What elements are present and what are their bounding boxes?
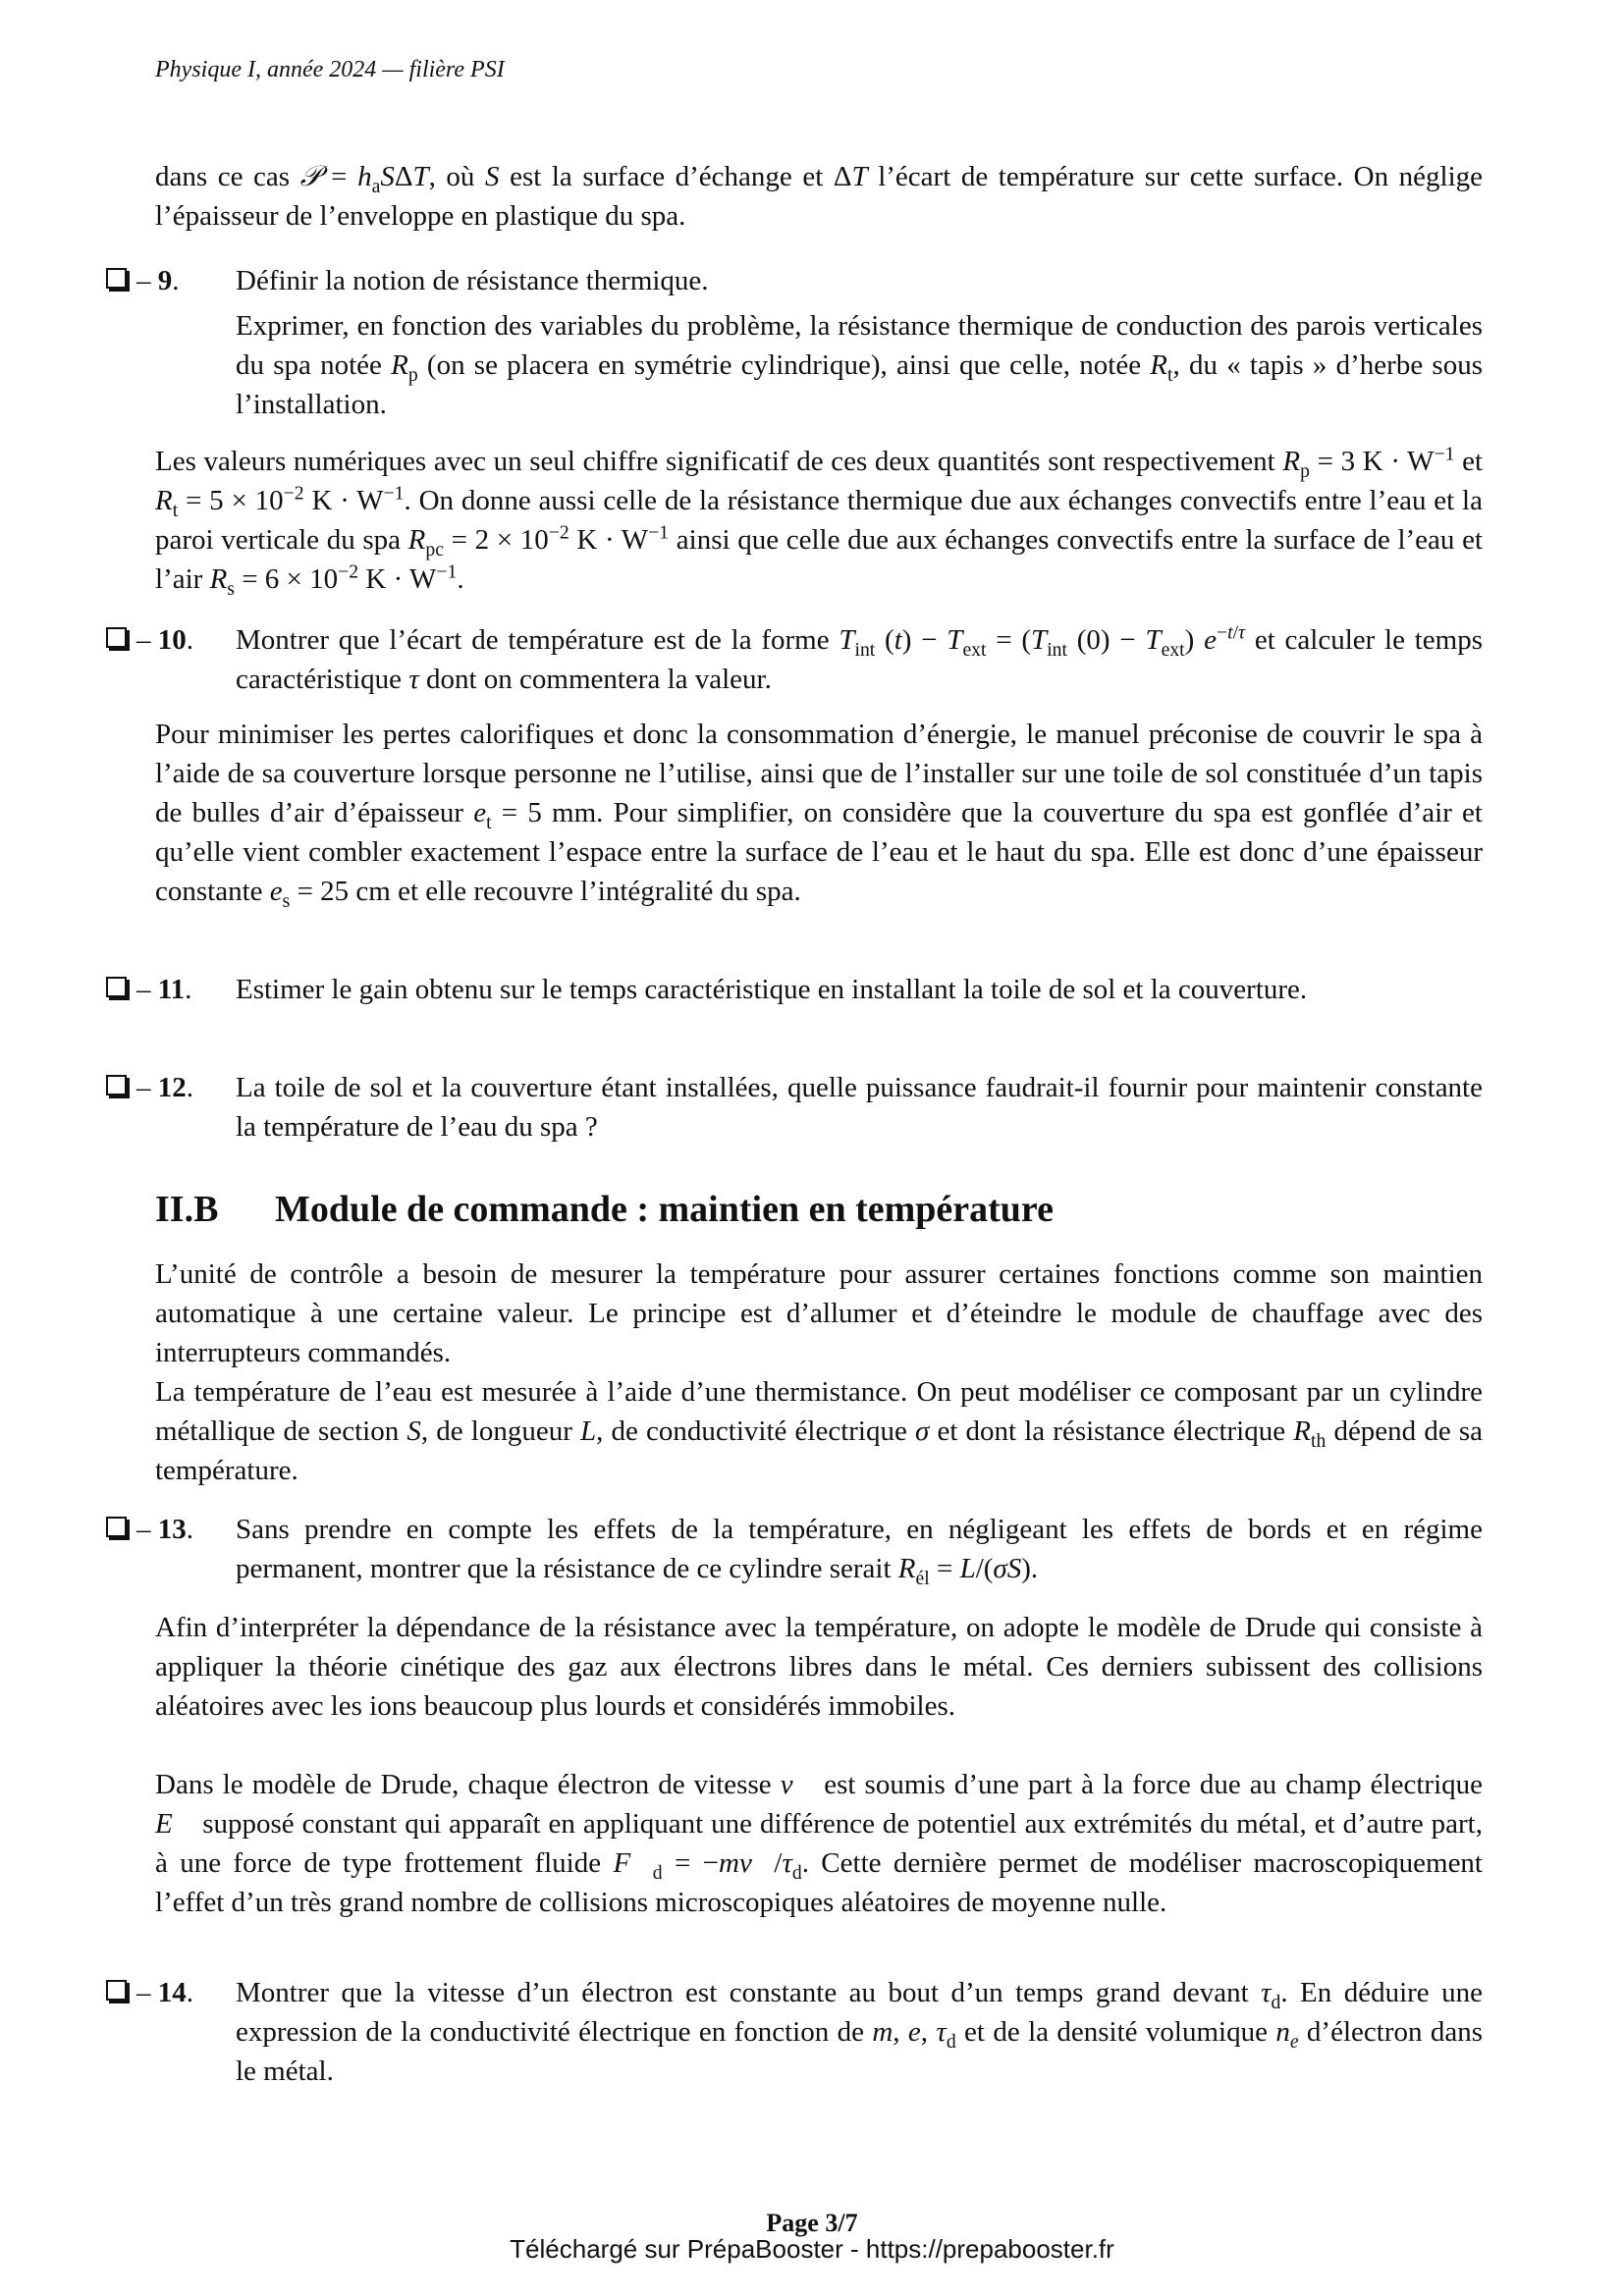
- question-text: Estimer le gain obtenu sur le temps caractéristique en installant la toile de sol et la couverture.: [236, 974, 1308, 1005]
- question-text: Sans prendre en compte les effets de la température, en négligeant les effets de bords et en régime permanent, montrer que la résistance de ce cylindre serait $R_{él} = L/(\sigma S)$.: [236, 1514, 1483, 1589]
- question-9: [106, 261, 1483, 424]
- checkbox-icon[interactable]: [106, 1075, 127, 1095]
- intro-paragraph: dans ce cas 𝒫 = $h_aS\Delta T$, où S est la surface d’échange et ΔT l’écart de température sur cette surface. On néglige l’épaisseur de l’enveloppe en plastique du spa.: [155, 161, 1484, 232]
- control-paragraph: L’unité de contrôle a besoin de mesurer la température pour assurer certaines fonctions comme son maintien automatique à une certaine valeur. Le principe est d’allumer et d’éteindre le module de chauffage avec des interrupteurs commandés.: [155, 1258, 1483, 1368]
- question-12: [106, 1068, 1483, 1147]
- cover-paragraph: Pour minimiser les pertes calorifiques et donc la consommation d’énergie, le manuel préconise de couvrir le spa à l’aide de sa couverture lorsque personne ne l’utilise, ainsi que de l’installer sur une toile de sol constituée d’un tapis de bulles d’air d’épaisseur $e_t = 5$ mm. Pour simplifier, on considère que la couverture du spa est gonflée d’air et qu’elle vient combler exactement l’espace entre la surface de l’eau et le haut du spa. Elle est donc d’une épaisseur constante $e_s = 25$ cm et elle recouvre l’intégralité du spa.: [155, 719, 1483, 912]
- question-marker: – 11.: [106, 970, 191, 1009]
- question-10: [106, 620, 1483, 699]
- running-header: Physique I, année 2024 — filière PSI: [155, 57, 505, 82]
- drude-paragraph-2: Dans le modèle de Drude, chaque électron de vitesse v⃗ est soumis d’une part à la force due au champ électrique E⃗ supposé constant qui apparaît en appliquant une différence de potentiel aux extrémités du métal, et d’autre part, à une force de type frottement fluide $F⃗_d$ = $-mv⃗/\tau_d$. Cette dernière permet de modéliser macroscopiquement l’effet d’un très grand nombre de collisions microscopiques aléatoires de moyenne nulle.: [155, 1769, 1483, 1918]
- checkbox-icon[interactable]: [106, 268, 127, 289]
- question-marker: – 13.: [106, 1510, 193, 1549]
- drude-paragraph-1: Afin d’interpréter la dépendance de la résistance avec la température, on adopte le modèle de Drude qui consiste à appliquer la théorie cinétique des gaz aux électrons libres dans le métal. Ces derniers subissent des collisions aléatoires avec les ions beaucoup plus lourds et considérés immobiles.: [155, 1612, 1483, 1722]
- thermistance-paragraph: La température de l’eau est mesurée à l’aide d’une thermistance. On peut modéliser ce composant par un cylindre métallique de section S, de longueur L, de conductivité électrique σ et dont la résistance électrique $R_{th}$ dépend de sa température.: [155, 1376, 1484, 1486]
- question-14: [106, 1973, 1483, 2091]
- question-marker: – 12.: [106, 1068, 193, 1107]
- question-marker: – 10.: [106, 620, 193, 660]
- checkbox-icon[interactable]: [106, 1517, 127, 1537]
- question-11: [106, 970, 1483, 1009]
- question-text: La toile de sol et la couverture étant installées, quelle puissance faudrait-il fournir pour maintenir constante la température de l’eau du spa ?: [236, 1072, 1483, 1143]
- checkbox-icon[interactable]: [106, 977, 127, 997]
- section-title: Module de commande : maintien en température: [275, 1189, 1054, 1230]
- checkbox-icon[interactable]: [106, 1980, 127, 2001]
- question-subtext: Exprimer, en fonction des variables du problème, la résistance thermique de conduction des parois verticales du spa notée $R_p$ (on se placera en symétrie cylindrique), ainsi que celle, notée $R_t$, du « tapis » d’herbe sous l’installation.: [236, 310, 1483, 420]
- question-13: [106, 1510, 1483, 1588]
- section-number: II.B: [155, 1189, 219, 1230]
- checkbox-icon[interactable]: [106, 627, 127, 648]
- question-text: Montrer que l’écart de température est de la forme $T_{int}$ $(t) - T_{ext} = (T_{int}$ $(0) - T_{ext}$) $e^{-t/\tau}$ et calculer le temps caractéristique τ dont on commentera la valeur.: [236, 621, 1484, 695]
- question-text: Définir la notion de résistance thermique.: [236, 265, 709, 296]
- question-text: Montrer que la vitesse d’un électron est constante au bout d’un temps grand devant $\tau_d$. En déduire une expression de la conductivité électrique en fonction de m, e, $\tau_d$ et de la densité volumique $n_e$ d’électron dans le métal.: [236, 1977, 1484, 2087]
- page-number: Page 3/7: [766, 2209, 858, 2237]
- values-paragraph: Les valeurs numériques avec un seul chiffre significatif de ces deux quantités sont respectivement $R_p = 3$ $K \cdot W^{-1}$ et $R_t = 5 \times 10^{-2}$ $K \cdot W^{-1}$. On donne aussi celle de la résistance thermique due aux échanges convectifs entre l’eau et la paroi verticale du spa $R_{pc} = 2 \times 10^{-2}$ $K \cdot W^{-1}$ ainsi que celle due aux échanges convectifs entre la surface de l’eau et l’air $R_s = 6 \times 10^{-2}$ $K \cdot W^{-1}$.: [155, 443, 1484, 600]
- question-marker: – 9.: [106, 261, 180, 300]
- question-marker: – 14.: [106, 1973, 193, 2012]
- section-heading: [155, 1188, 1054, 1231]
- download-credit-link[interactable]: Téléchargé sur PrépaBooster - https://prepabooster.fr: [510, 2234, 1114, 2264]
